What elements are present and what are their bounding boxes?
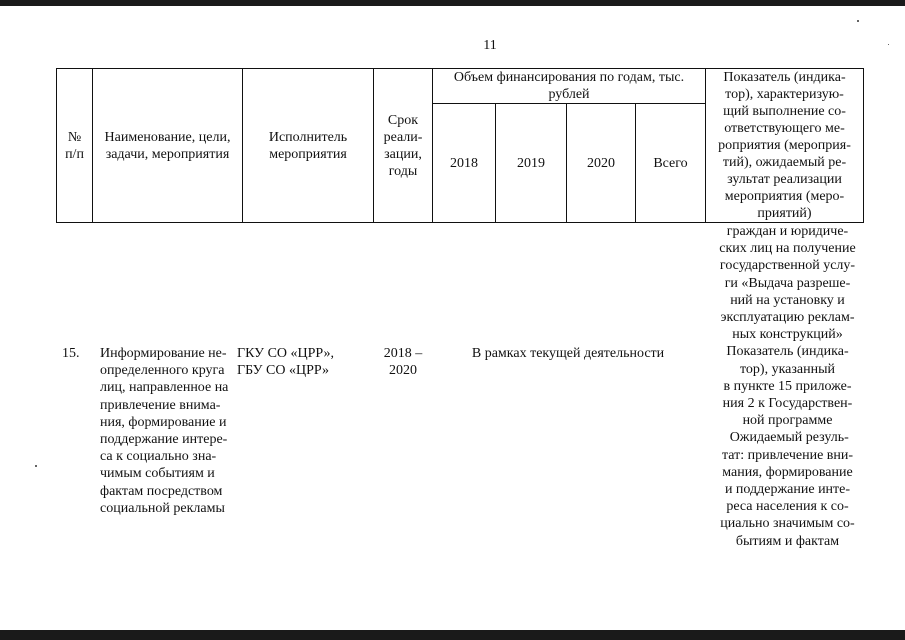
activity-term: 2018 – 2020 — [383, 346, 423, 379]
indicator-line: ских лиц на получение — [719, 241, 856, 257]
activity-name-line: социальной рекламы — [100, 500, 225, 516]
header-year-2020: 2020 — [567, 104, 636, 223]
scan-speck — [35, 465, 37, 467]
indicator-line: в пункте 15 приложе- — [723, 378, 852, 394]
activity-name-line: лиц, направленное на — [100, 380, 229, 396]
activity-name-line: привлечение внима- — [100, 397, 221, 413]
indicator-line: ных конструкций» — [732, 327, 843, 343]
header-indicator-line: тор), характеризую- — [725, 87, 844, 102]
indicator-line: Показатель (индика- — [726, 344, 849, 360]
header-indicator-line: мероприятия (меро- — [724, 189, 845, 204]
scan-edge-top — [0, 0, 905, 6]
activity-name-line: чимым событиям и — [100, 466, 215, 482]
indicator-line: тор), указанный — [739, 361, 836, 377]
header-num: № п/п — [57, 69, 93, 223]
indicator-line: ния 2 к Государствен- — [722, 396, 853, 412]
indicator-line: мания, формирование — [722, 464, 853, 480]
indicator-line: ной программе — [742, 413, 833, 429]
scan-speck — [857, 20, 859, 22]
scan-speck — [888, 44, 889, 45]
header-indicator-line: ответствующего ме- — [724, 121, 845, 136]
indicator-line: и поддержание инте- — [724, 482, 851, 498]
scan-edge-bottom — [0, 630, 905, 640]
indicator-line: эксплуатацию реклам- — [720, 310, 855, 326]
header-indicator-line: щий выполнение со- — [723, 104, 846, 119]
indicator-line: бытиям и фактам — [735, 533, 840, 549]
header-executor: Исполнитель мероприятия — [243, 69, 374, 223]
header-indicator-line: роприятия (мероприя- — [718, 138, 851, 153]
header-indicator-line: приятий) — [757, 206, 812, 221]
row-number: 15. — [62, 346, 80, 361]
indicator-line: тат: привлечение вни- — [721, 447, 854, 463]
header-year-total: Всего — [636, 104, 706, 223]
header-year-2018: 2018 — [433, 104, 496, 223]
activity-name-line: поддержание интере- — [100, 432, 228, 448]
header-indicator-line: Показатель (индика- — [723, 70, 846, 85]
executor-line: ГБУ СО «ЦРР» — [237, 363, 330, 379]
header-term: Срок реали- зации, годы — [374, 69, 433, 223]
indicator-line: ний на установку и — [730, 292, 845, 308]
executor-line: ГКУ СО «ЦРР», — [237, 346, 335, 361]
activity-name — [100, 345, 240, 517]
header-financing: Объем финансирования по годам, тыс. рублей — [433, 69, 706, 104]
header-indicator-line: тий), ожидаемый ре- — [722, 155, 847, 170]
header-name: Наименование, цели, задачи, мероприятия — [93, 69, 243, 223]
indicator-line: циально значимым со- — [720, 516, 855, 532]
indicator-line: государственной услу- — [719, 258, 856, 274]
header-indicator — [706, 69, 864, 223]
indicator-line: граждан и юридиче- — [726, 224, 849, 239]
header-table — [56, 68, 864, 223]
indicator-line: Ожидаемый резуль- — [726, 430, 849, 446]
header-indicator-line: зультат реализации — [727, 172, 842, 187]
header-year-2019: 2019 — [496, 104, 567, 223]
page-number: 11 — [483, 38, 497, 53]
indicator-line: ги «Выдача разреше- — [724, 275, 851, 291]
indicator-line: реса населения к со- — [726, 499, 849, 515]
activity-financing: В рамках текущей деятельности — [471, 346, 665, 361]
activity-name-line: Информирование не- — [100, 346, 227, 361]
indicator-cell — [710, 223, 865, 550]
activity-name-line: са к социально зна- — [100, 449, 217, 465]
activity-name-line: определенного круга — [100, 363, 225, 379]
activity-name-line: фактам посредством — [100, 483, 223, 499]
activity-executor — [237, 345, 367, 379]
activity-name-line: ния, формирование и — [100, 414, 227, 430]
